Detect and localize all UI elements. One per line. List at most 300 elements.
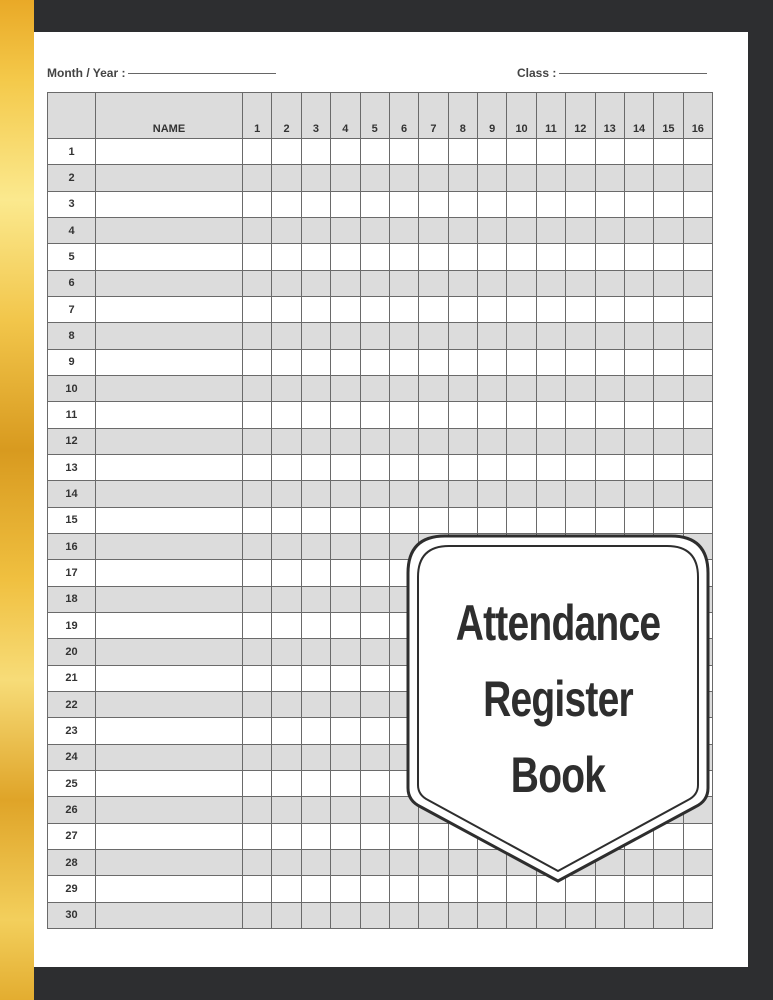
attendance-cell <box>360 639 389 665</box>
row-number: 8 <box>48 323 96 349</box>
attendance-cell <box>243 217 272 243</box>
day-header: 9 <box>478 93 507 139</box>
attendance-cell <box>595 244 624 270</box>
attendance-cell <box>389 402 418 428</box>
attendance-cell <box>243 612 272 638</box>
attendance-cell <box>478 217 507 243</box>
table-row <box>48 270 713 296</box>
attendance-cell <box>331 191 360 217</box>
attendance-cell <box>448 296 477 322</box>
class-field <box>517 66 707 80</box>
attendance-cell <box>389 349 418 375</box>
attendance-cell <box>301 191 330 217</box>
attendance-cell <box>301 665 330 691</box>
attendance-cell <box>272 533 301 559</box>
attendance-cell <box>624 244 653 270</box>
name-cell <box>96 139 243 165</box>
name-cell <box>96 349 243 375</box>
attendance-cell <box>536 507 565 533</box>
row-number: 22 <box>48 691 96 717</box>
attendance-cell <box>536 270 565 296</box>
attendance-cell <box>478 296 507 322</box>
attendance-cell <box>272 876 301 902</box>
attendance-cell <box>301 375 330 401</box>
attendance-cell <box>243 323 272 349</box>
attendance-cell <box>654 481 683 507</box>
row-number: 24 <box>48 744 96 770</box>
row-number: 1 <box>48 139 96 165</box>
name-cell <box>96 375 243 401</box>
attendance-cell <box>243 902 272 928</box>
attendance-cell <box>507 454 536 480</box>
attendance-cell <box>331 639 360 665</box>
attendance-cell <box>272 823 301 849</box>
attendance-cell <box>624 323 653 349</box>
attendance-cell <box>448 165 477 191</box>
attendance-cell <box>507 481 536 507</box>
row-number: 28 <box>48 849 96 875</box>
attendance-cell <box>272 770 301 796</box>
attendance-cell <box>683 270 712 296</box>
attendance-cell <box>448 323 477 349</box>
attendance-cell <box>360 902 389 928</box>
attendance-cell <box>360 612 389 638</box>
attendance-cell <box>595 454 624 480</box>
attendance-cell <box>536 349 565 375</box>
attendance-cell <box>243 270 272 296</box>
attendance-cell <box>419 507 448 533</box>
attendance-cell <box>360 139 389 165</box>
attendance-cell <box>272 665 301 691</box>
attendance-cell <box>360 586 389 612</box>
attendance-cell <box>654 270 683 296</box>
attendance-cell <box>566 191 595 217</box>
attendance-cell <box>243 849 272 875</box>
attendance-cell <box>507 902 536 928</box>
attendance-cell <box>566 375 595 401</box>
attendance-cell <box>301 428 330 454</box>
attendance-cell <box>566 139 595 165</box>
attendance-cell <box>419 454 448 480</box>
attendance-cell <box>595 481 624 507</box>
row-number: 18 <box>48 586 96 612</box>
name-cell <box>96 902 243 928</box>
attendance-cell <box>507 270 536 296</box>
attendance-cell <box>389 139 418 165</box>
name-cell <box>96 454 243 480</box>
attendance-cell <box>624 296 653 322</box>
table-row <box>48 323 713 349</box>
day-header: 5 <box>360 93 389 139</box>
attendance-cell <box>566 165 595 191</box>
class-line <box>559 73 707 74</box>
title-line: Book <box>510 747 606 803</box>
attendance-cell <box>331 718 360 744</box>
name-cell <box>96 428 243 454</box>
attendance-cell <box>654 139 683 165</box>
row-number: 25 <box>48 770 96 796</box>
row-number: 5 <box>48 244 96 270</box>
attendance-cell <box>536 244 565 270</box>
attendance-cell <box>536 481 565 507</box>
attendance-cell <box>595 165 624 191</box>
attendance-cell <box>654 349 683 375</box>
attendance-cell <box>448 375 477 401</box>
attendance-cell <box>566 402 595 428</box>
attendance-cell <box>566 296 595 322</box>
attendance-cell <box>683 191 712 217</box>
attendance-cell <box>331 244 360 270</box>
attendance-cell <box>448 217 477 243</box>
attendance-cell <box>331 375 360 401</box>
attendance-cell <box>389 217 418 243</box>
attendance-cell <box>331 586 360 612</box>
attendance-cell <box>272 349 301 375</box>
attendance-cell <box>536 296 565 322</box>
table-row <box>48 402 713 428</box>
attendance-cell <box>272 191 301 217</box>
attendance-cell <box>595 191 624 217</box>
attendance-cell <box>624 217 653 243</box>
attendance-cell <box>478 349 507 375</box>
row-number: 30 <box>48 902 96 928</box>
day-header: 7 <box>419 93 448 139</box>
attendance-cell <box>301 139 330 165</box>
attendance-cell <box>301 454 330 480</box>
name-cell <box>96 533 243 559</box>
attendance-cell <box>389 244 418 270</box>
name-cell <box>96 323 243 349</box>
attendance-cell <box>301 902 330 928</box>
attendance-cell <box>566 349 595 375</box>
name-cell <box>96 244 243 270</box>
attendance-cell <box>419 217 448 243</box>
attendance-cell <box>566 323 595 349</box>
attendance-cell <box>272 797 301 823</box>
attendance-cell <box>272 612 301 638</box>
attendance-cell <box>360 296 389 322</box>
day-header: 15 <box>654 93 683 139</box>
attendance-cell <box>360 665 389 691</box>
attendance-cell <box>301 744 330 770</box>
attendance-cell <box>624 165 653 191</box>
attendance-cell <box>654 375 683 401</box>
attendance-cell <box>448 270 477 296</box>
attendance-cell <box>478 902 507 928</box>
attendance-cell <box>243 428 272 454</box>
attendance-cell <box>389 270 418 296</box>
attendance-cell <box>683 454 712 480</box>
attendance-cell <box>389 481 418 507</box>
attendance-cell <box>536 375 565 401</box>
attendance-cell <box>595 402 624 428</box>
title-line: Register <box>483 671 633 727</box>
attendance-cell <box>419 481 448 507</box>
attendance-cell <box>419 428 448 454</box>
attendance-cell <box>331 902 360 928</box>
attendance-cell <box>272 718 301 744</box>
attendance-cell <box>507 402 536 428</box>
attendance-cell <box>507 507 536 533</box>
attendance-cell <box>243 560 272 586</box>
row-number: 23 <box>48 718 96 744</box>
attendance-cell <box>360 454 389 480</box>
attendance-cell <box>536 428 565 454</box>
attendance-cell <box>624 375 653 401</box>
attendance-cell <box>419 244 448 270</box>
attendance-cell <box>243 165 272 191</box>
attendance-cell <box>419 191 448 217</box>
row-number: 20 <box>48 639 96 665</box>
day-header: 11 <box>536 93 565 139</box>
day-header: 10 <box>507 93 536 139</box>
attendance-cell <box>272 165 301 191</box>
day-header: 6 <box>389 93 418 139</box>
attendance-cell <box>331 296 360 322</box>
attendance-cell <box>331 744 360 770</box>
row-number: 10 <box>48 375 96 401</box>
attendance-cell <box>389 507 418 533</box>
row-number: 16 <box>48 533 96 559</box>
attendance-cell <box>624 428 653 454</box>
attendance-cell <box>360 428 389 454</box>
attendance-cell <box>243 718 272 744</box>
attendance-cell <box>419 902 448 928</box>
attendance-cell <box>478 428 507 454</box>
name-cell <box>96 481 243 507</box>
attendance-cell <box>507 139 536 165</box>
attendance-cell <box>360 797 389 823</box>
attendance-cell <box>389 323 418 349</box>
attendance-cell <box>683 481 712 507</box>
name-cell <box>96 770 243 796</box>
attendance-cell <box>536 217 565 243</box>
name-cell <box>96 665 243 691</box>
attendance-cell <box>360 876 389 902</box>
attendance-cell <box>507 323 536 349</box>
attendance-cell <box>536 402 565 428</box>
attendance-cell <box>243 296 272 322</box>
attendance-cell <box>331 691 360 717</box>
attendance-cell <box>360 744 389 770</box>
attendance-cell <box>507 191 536 217</box>
name-cell <box>96 296 243 322</box>
attendance-cell <box>654 244 683 270</box>
attendance-cell <box>566 270 595 296</box>
attendance-cell <box>448 349 477 375</box>
month-year-label: Month / Year : <box>47 66 126 80</box>
attendance-cell <box>478 402 507 428</box>
attendance-cell <box>448 191 477 217</box>
table-row <box>48 507 713 533</box>
attendance-cell <box>331 349 360 375</box>
table-row <box>48 244 713 270</box>
attendance-cell <box>360 191 389 217</box>
attendance-cell <box>272 217 301 243</box>
attendance-cell <box>360 691 389 717</box>
attendance-cell <box>272 139 301 165</box>
attendance-cell <box>301 849 330 875</box>
attendance-cell <box>301 296 330 322</box>
row-number: 12 <box>48 428 96 454</box>
attendance-cell <box>654 402 683 428</box>
attendance-cell <box>389 375 418 401</box>
row-number: 9 <box>48 349 96 375</box>
attendance-cell <box>654 165 683 191</box>
attendance-cell <box>654 217 683 243</box>
attendance-cell <box>243 639 272 665</box>
row-number: 15 <box>48 507 96 533</box>
attendance-cell <box>478 244 507 270</box>
attendance-cell <box>331 849 360 875</box>
attendance-cell <box>448 902 477 928</box>
day-header: 2 <box>272 93 301 139</box>
attendance-cell <box>331 139 360 165</box>
attendance-cell <box>507 375 536 401</box>
attendance-cell <box>624 454 653 480</box>
table-row <box>48 481 713 507</box>
attendance-cell <box>331 323 360 349</box>
attendance-cell <box>389 902 418 928</box>
name-cell <box>96 823 243 849</box>
attendance-cell <box>301 165 330 191</box>
row-number: 3 <box>48 191 96 217</box>
attendance-cell <box>507 428 536 454</box>
attendance-cell <box>360 560 389 586</box>
month-year-field <box>47 66 276 80</box>
name-cell <box>96 270 243 296</box>
table-row <box>48 296 713 322</box>
attendance-cell <box>331 876 360 902</box>
attendance-cell <box>331 797 360 823</box>
attendance-cell <box>360 217 389 243</box>
attendance-cell <box>331 454 360 480</box>
attendance-cell <box>419 349 448 375</box>
attendance-cell <box>448 139 477 165</box>
attendance-cell <box>360 165 389 191</box>
attendance-cell <box>301 481 330 507</box>
table-row <box>48 191 713 217</box>
table-row <box>48 375 713 401</box>
attendance-cell <box>448 507 477 533</box>
month-year-line <box>128 73 276 74</box>
table-row <box>48 902 713 928</box>
attendance-cell <box>243 402 272 428</box>
attendance-cell <box>566 902 595 928</box>
attendance-cell <box>331 612 360 638</box>
attendance-cell <box>595 375 624 401</box>
name-cell <box>96 612 243 638</box>
header-row <box>48 93 713 139</box>
attendance-cell <box>272 244 301 270</box>
attendance-cell <box>507 165 536 191</box>
attendance-cell <box>478 454 507 480</box>
attendance-cell <box>478 139 507 165</box>
attendance-cell <box>389 454 418 480</box>
row-number: 26 <box>48 797 96 823</box>
attendance-cell <box>683 244 712 270</box>
gold-spine-strip <box>0 0 34 1000</box>
attendance-cell <box>272 270 301 296</box>
attendance-cell <box>448 481 477 507</box>
attendance-cell <box>478 270 507 296</box>
attendance-cell <box>272 849 301 875</box>
attendance-cell <box>654 902 683 928</box>
class-label: Class : <box>517 66 557 80</box>
attendance-cell <box>301 770 330 796</box>
attendance-cell <box>389 165 418 191</box>
attendance-cell <box>331 481 360 507</box>
attendance-cell <box>243 665 272 691</box>
attendance-cell <box>360 375 389 401</box>
number-header <box>48 93 96 139</box>
name-cell <box>96 849 243 875</box>
attendance-cell <box>595 217 624 243</box>
name-cell <box>96 191 243 217</box>
attendance-cell <box>536 139 565 165</box>
attendance-cell <box>360 481 389 507</box>
table-row <box>48 349 713 375</box>
name-cell <box>96 876 243 902</box>
attendance-cell <box>448 402 477 428</box>
attendance-cell <box>566 217 595 243</box>
attendance-cell <box>654 507 683 533</box>
attendance-cell <box>301 560 330 586</box>
attendance-cell <box>272 375 301 401</box>
attendance-cell <box>301 691 330 717</box>
attendance-cell <box>448 454 477 480</box>
attendance-cell <box>301 823 330 849</box>
row-number: 21 <box>48 665 96 691</box>
attendance-cell <box>331 270 360 296</box>
attendance-cell <box>301 323 330 349</box>
table-row <box>48 428 713 454</box>
attendance-cell <box>301 217 330 243</box>
attendance-cell <box>419 402 448 428</box>
book-title <box>439 585 678 813</box>
row-number: 19 <box>48 612 96 638</box>
name-header: NAME <box>96 93 243 139</box>
attendance-cell <box>536 323 565 349</box>
attendance-cell <box>595 428 624 454</box>
title-line: Attendance <box>455 595 661 651</box>
attendance-cell <box>624 902 653 928</box>
attendance-cell <box>507 244 536 270</box>
attendance-cell <box>595 902 624 928</box>
attendance-cell <box>331 428 360 454</box>
attendance-cell <box>595 349 624 375</box>
attendance-cell <box>566 507 595 533</box>
name-cell <box>96 639 243 665</box>
attendance-cell <box>360 533 389 559</box>
attendance-cell <box>595 270 624 296</box>
attendance-cell <box>331 665 360 691</box>
attendance-cell <box>360 402 389 428</box>
attendance-cell <box>272 454 301 480</box>
row-number: 27 <box>48 823 96 849</box>
name-cell <box>96 718 243 744</box>
attendance-cell <box>419 139 448 165</box>
name-cell <box>96 560 243 586</box>
day-header: 16 <box>683 93 712 139</box>
attendance-cell <box>301 349 330 375</box>
attendance-cell <box>331 165 360 191</box>
attendance-cell <box>301 639 330 665</box>
attendance-cell <box>272 428 301 454</box>
attendance-cell <box>272 560 301 586</box>
attendance-cell <box>243 586 272 612</box>
attendance-cell <box>360 849 389 875</box>
